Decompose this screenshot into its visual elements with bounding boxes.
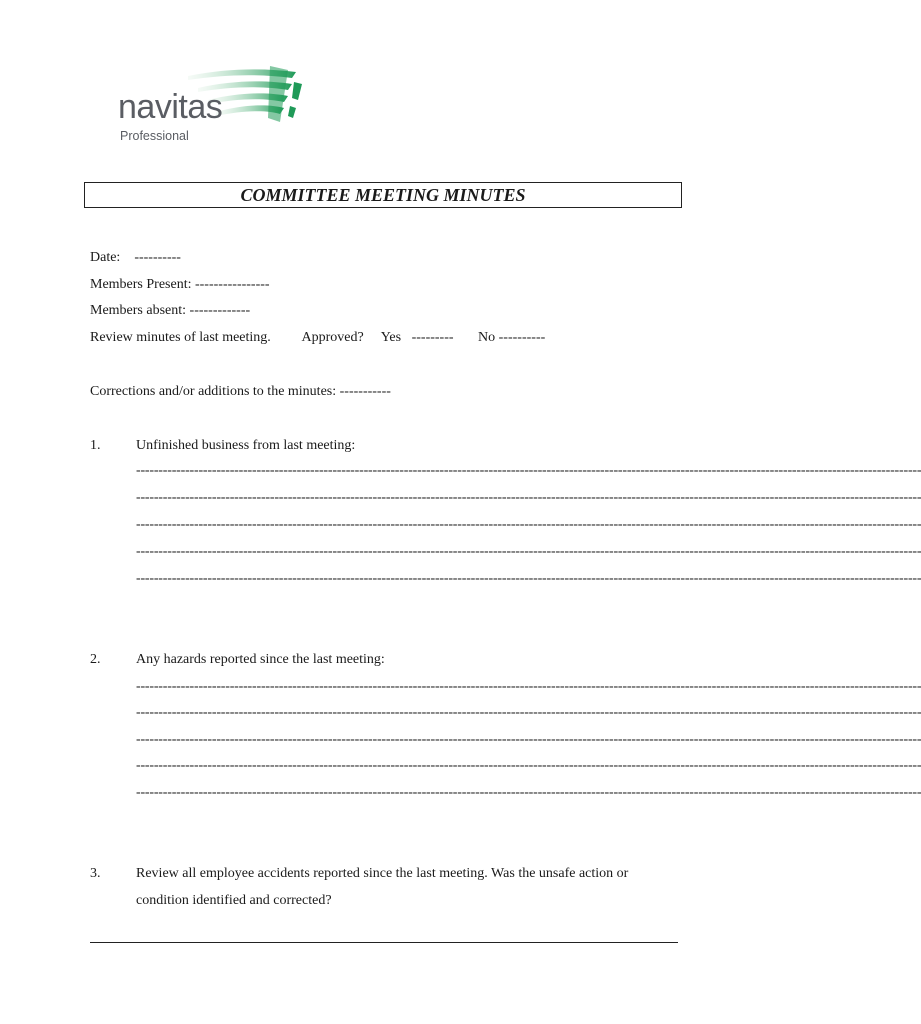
document-title: COMMITTEE MEETING MINUTES <box>240 185 526 205</box>
section-3-text: Review all employee accidents reported since the last meeting. Was the unsafe action or <box>136 866 629 881</box>
logo-subtitle: Professional <box>120 129 189 143</box>
date-field: Date: ---------- <box>90 250 181 265</box>
answer-line: -------------------------------------------------------------------------------------------------------------------------------------------------------------------------------- <box>136 517 921 532</box>
answer-line: -------------------------------------------------------------------------------------------------------------------------------------------------------------------------------- <box>136 679 921 694</box>
review-minutes-field: Review minutes of last meeting. Approved? Yes --------- No ---------- <box>90 330 546 345</box>
answer-line: -------------------------------------------------------------------------------------------------------------------------------------------------------------------------------- <box>136 463 921 478</box>
answer-rule <box>90 942 678 943</box>
section-2-number: 2. <box>90 652 101 667</box>
answer-line: -------------------------------------------------------------------------------------------------------------------------------------------------------------------------------- <box>136 758 921 773</box>
answer-line: -------------------------------------------------------------------------------------------------------------------------------------------------------------------------------- <box>136 732 921 747</box>
navitas-logo <box>118 62 318 152</box>
answer-line: -------------------------------------------------------------------------------------------------------------------------------------------------------------------------------- <box>136 490 921 505</box>
section-3-text-continued: condition identified and corrected? <box>136 893 332 908</box>
members-absent-field: Members absent: ------------- <box>90 303 251 318</box>
answer-line: -------------------------------------------------------------------------------------------------------------------------------------------------------------------------------- <box>136 705 921 720</box>
section-2-text: Any hazards reported since the last meeting: <box>136 652 385 667</box>
section-1-text: Unfinished business from last meeting: <box>136 438 356 453</box>
answer-line: -------------------------------------------------------------------------------------------------------------------------------------------------------------------------------- <box>136 571 921 586</box>
section-3-number: 3. <box>90 866 101 881</box>
title-box <box>84 182 682 208</box>
answer-line: -------------------------------------------------------------------------------------------------------------------------------------------------------------------------------- <box>136 544 921 559</box>
corrections-field: Corrections and/or additions to the minutes: ----------- <box>90 384 391 399</box>
members-present-field: Members Present: ---------------- <box>90 277 270 292</box>
answer-line: -------------------------------------------------------------------------------------------------------------------------------------------------------------------------------- <box>136 785 921 800</box>
logo-wordmark: navitas <box>118 88 223 126</box>
section-1-number: 1. <box>90 438 101 453</box>
